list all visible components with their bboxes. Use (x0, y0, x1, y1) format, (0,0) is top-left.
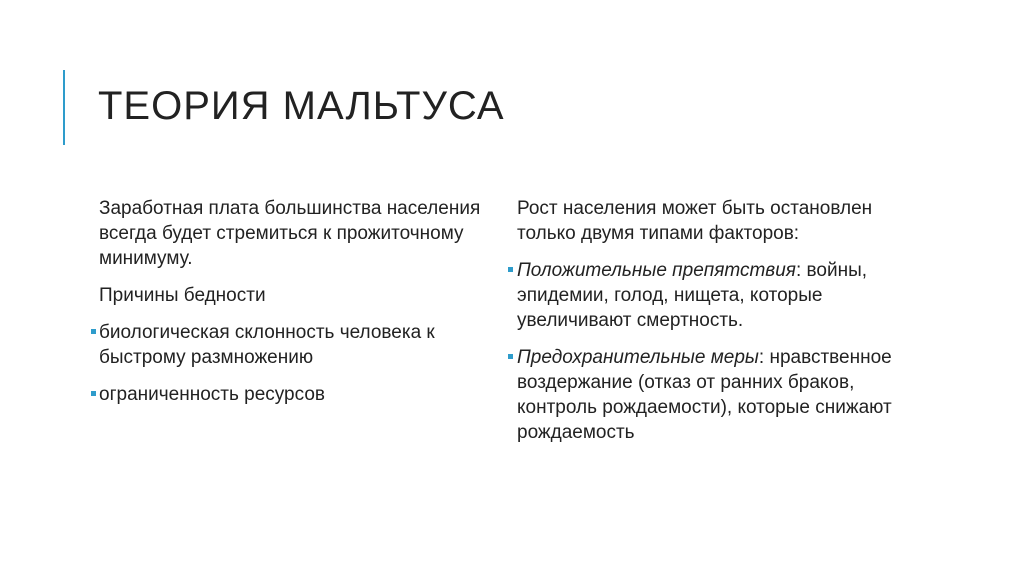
poverty-causes-heading: Причины бедности (99, 285, 266, 306)
bullet-text: биологическая склонность человека к быстрому размножению (99, 322, 435, 368)
left-intro-text: Заработная плата большинства населения всегда будет стремиться к прожиточному минимуму. (99, 198, 481, 269)
list-item (503, 258, 903, 333)
right-column (503, 196, 903, 457)
bullet-term: Предохранительные меры (517, 347, 759, 368)
slide-title: ТЕОРИЯ МАЛЬТУСА (98, 84, 505, 128)
bullet-term: Положительные препятствия (517, 260, 796, 281)
square-bullet-icon (508, 354, 513, 359)
left-column (85, 196, 485, 419)
list-item (503, 345, 903, 445)
list-item (85, 382, 485, 407)
bullet-text: : нравственное воздержание (отказ от ранних браков, контроль рождаемости), которые снижают рождаемость (517, 347, 892, 443)
square-bullet-icon (91, 391, 96, 396)
title-accent-bar (63, 70, 65, 145)
square-bullet-icon (508, 267, 513, 272)
square-bullet-icon (91, 329, 96, 334)
right-intro-text: Рост населения может быть остановлен только двумя типами факторов: (517, 198, 873, 244)
bullet-text: : войны, эпидемии, голод, нищета, которые увеличивают смертность. (517, 260, 867, 331)
bullet-text: ограниченность ресурсов (99, 384, 325, 405)
list-item (85, 320, 485, 370)
